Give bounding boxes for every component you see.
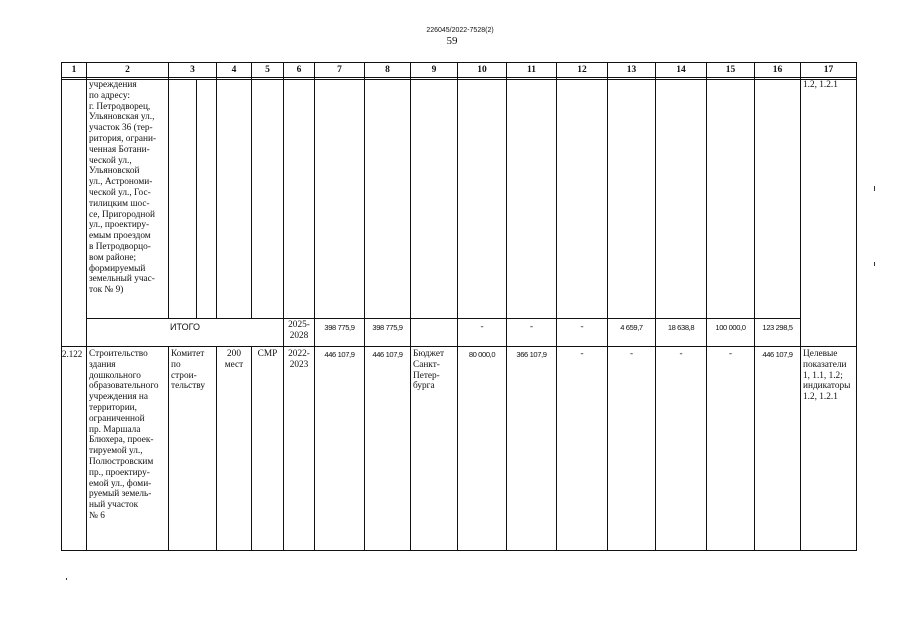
column-number: 1 [71, 65, 77, 75]
page-number: 59 [446, 35, 458, 47]
total-col7: 398 775,9 [324, 323, 355, 332]
column-number: 14 [676, 65, 686, 75]
column-number: 2 [125, 65, 130, 75]
period: 2022- 2023 [288, 349, 310, 370]
column-number: 11 [527, 65, 536, 75]
total-col8: 398 775,9 [372, 323, 403, 332]
col11-value: 366 107,9 [516, 350, 547, 359]
col16-value: 446 107,9 [762, 350, 793, 359]
col14-value: - [679, 349, 683, 359]
funding-source: Бюджет Санкт- Петер- бурга [413, 349, 445, 392]
scan-mark [66, 578, 67, 580]
column-number: 4 [231, 65, 237, 75]
object-name: Строительство здания дошкольного образовательного учреждения на территории, ограниченной пр. Маршала Блюхера, проек- тируемой ул., Полюстровским пр., проектиру- емой ул., фоми- руемый земель- ный участок № 6 [89, 349, 159, 521]
column-number: 17 [823, 65, 834, 75]
col7-value: 446 107,9 [324, 350, 355, 359]
total-col16: 123 298,5 [762, 323, 793, 332]
column-number: 15 [725, 65, 736, 75]
column-number: 3 [190, 65, 195, 75]
object-name-continued: учреждения по адресу: г. Петродворец, Ульяновская ул., участок 36 (тер- ритория, ограни- ченная Ботани- ческой ул., Ульяновской ул., Астрономи- ческой ул., Гос- тилицким шос- се, Пригородной ул., проектиру- емым проездом в Петродворцо- вом районе; формируемый земельный учас- ток № 9) [89, 80, 157, 296]
column-number: 7 [337, 65, 342, 75]
col13-value: - [629, 349, 634, 359]
total-col10: - [480, 322, 484, 332]
total-col14: 18 638,8 [667, 323, 695, 332]
col15-value: - [728, 349, 733, 359]
column-number: 9 [431, 65, 437, 75]
col12-value: - [580, 349, 584, 359]
indicators: Целевые показатели 1, 1.1, 1.2; индикаторы 1.2, 1.2.1 [803, 349, 851, 403]
column-number: 13 [626, 65, 637, 75]
column-number: 16 [772, 65, 783, 75]
column-number: 6 [296, 65, 302, 75]
document-id: 226045/2022-7528(2) [426, 27, 494, 34]
capacity: 200 мест [224, 349, 244, 370]
total-col11: - [529, 322, 534, 332]
total-col12: - [580, 322, 584, 332]
column-number: 10 [477, 65, 487, 75]
column-number: 5 [265, 65, 270, 75]
col8-value: 446 107,9 [372, 350, 403, 359]
col10-value: 80 000,0 [468, 350, 496, 359]
total-label: ИТОГО [170, 322, 200, 332]
column-number: 8 [385, 65, 390, 75]
scan-mark [874, 186, 875, 191]
work-type: СМР [257, 349, 278, 359]
customer: Комитет по строи- тельству [171, 349, 205, 392]
total-col13: 4 659,7 [620, 323, 643, 332]
scan-mark [874, 262, 875, 266]
indicators-continued: 1.2, 1.2.1 [803, 80, 838, 90]
total-col15: 100 000,0 [715, 323, 746, 332]
row-number: 2.122 [62, 349, 83, 359]
total-period: 2025- 2028 [288, 320, 310, 341]
column-number: 12 [577, 65, 587, 75]
